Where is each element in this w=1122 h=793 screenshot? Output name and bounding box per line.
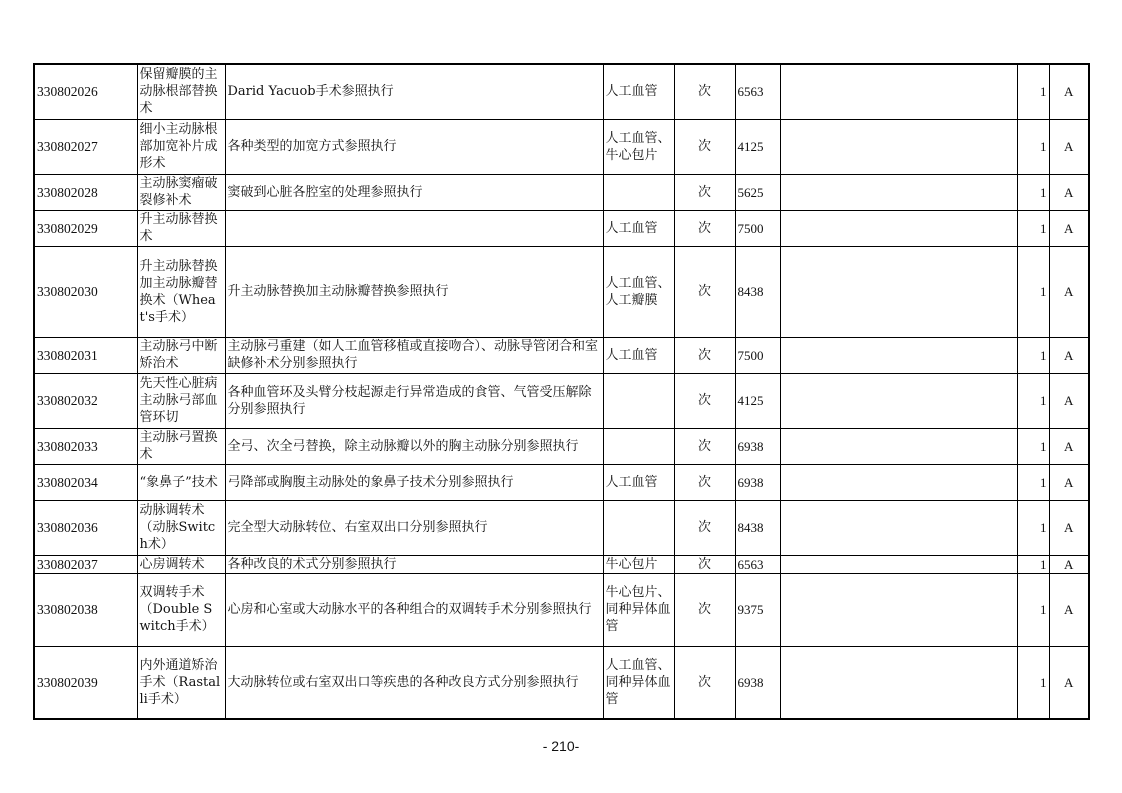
item-material	[603, 373, 674, 428]
table-row	[34, 64, 1089, 119]
table-row	[34, 555, 1089, 573]
item-description: 各种改良的术式分别参照执行	[225, 555, 603, 573]
item-price: 4125	[735, 119, 780, 174]
item-name: 心房调转术	[137, 555, 225, 573]
item-quantity: 1	[1017, 555, 1049, 573]
item-unit: 次	[674, 373, 735, 428]
item-price: 7500	[735, 337, 780, 373]
item-price: 9375	[735, 573, 780, 646]
table-row	[34, 174, 1089, 210]
item-description: 大动脉转位或右室双出口等疾患的各种改良方式分别参照执行	[225, 646, 603, 719]
item-description: 全弓、次全弓替换，除主动脉瓣以外的胸主动脉分别参照执行	[225, 428, 603, 464]
item-name: 主动脉弓置换术	[137, 428, 225, 464]
item-note	[780, 119, 1017, 174]
item-name: 升主动脉替换加主动脉瓣替换术（Wheat's手术）	[137, 246, 225, 337]
item-price: 4125	[735, 373, 780, 428]
item-quantity: 1	[1017, 64, 1049, 119]
table-row	[34, 464, 1089, 500]
item-price: 6563	[735, 64, 780, 119]
item-quantity: 1	[1017, 119, 1049, 174]
item-note	[780, 210, 1017, 246]
item-description: Darid Yacuob手术参照执行	[225, 64, 603, 119]
item-grade: A	[1049, 210, 1089, 246]
item-quantity: 1	[1017, 573, 1049, 646]
item-quantity: 1	[1017, 464, 1049, 500]
item-material: 人工血管、人工瓣膜	[603, 246, 674, 337]
item-material: 人工血管	[603, 64, 674, 119]
item-code: 330802033	[34, 428, 137, 464]
item-quantity: 1	[1017, 373, 1049, 428]
item-price: 6938	[735, 428, 780, 464]
item-unit: 次	[674, 555, 735, 573]
item-code: 330802028	[34, 174, 137, 210]
item-name: 细小主动脉根部加宽补片成形术	[137, 119, 225, 174]
item-grade: A	[1049, 555, 1089, 573]
item-unit: 次	[674, 646, 735, 719]
table-row	[34, 428, 1089, 464]
item-unit: 次	[674, 174, 735, 210]
item-quantity: 1	[1017, 646, 1049, 719]
item-unit: 次	[674, 210, 735, 246]
item-code: 330802038	[34, 573, 137, 646]
item-name: 升主动脉替换术	[137, 210, 225, 246]
item-price: 7500	[735, 210, 780, 246]
item-quantity: 1	[1017, 500, 1049, 555]
item-quantity: 1	[1017, 428, 1049, 464]
item-unit: 次	[674, 464, 735, 500]
item-price: 6938	[735, 646, 780, 719]
table-row	[34, 210, 1089, 246]
item-price: 6938	[735, 464, 780, 500]
page-number: - 210-	[542, 738, 580, 754]
item-note	[780, 555, 1017, 573]
item-note	[780, 174, 1017, 210]
item-note	[780, 646, 1017, 719]
item-name: 动脉调转术（动脉Switch术）	[137, 500, 225, 555]
item-grade: A	[1049, 174, 1089, 210]
item-material: 人工血管、牛心包片	[603, 119, 674, 174]
item-price: 5625	[735, 174, 780, 210]
item-code: 330802034	[34, 464, 137, 500]
item-description: 心房和心室或大动脉水平的各种组合的双调转手术分别参照执行	[225, 573, 603, 646]
item-note	[780, 246, 1017, 337]
item-quantity: 1	[1017, 174, 1049, 210]
item-code: 330802036	[34, 500, 137, 555]
item-price: 6563	[735, 555, 780, 573]
item-unit: 次	[674, 573, 735, 646]
item-code: 330802029	[34, 210, 137, 246]
item-name: 保留瓣膜的主动脉根部替换术	[137, 64, 225, 119]
item-grade: A	[1049, 64, 1089, 119]
item-description: 主动脉弓重建（如人工血管移植或直接吻合）、动脉导管闭合和室缺修补术分别参照执行	[225, 337, 603, 373]
item-name: 双调转手术（Double Switch手术）	[137, 573, 225, 646]
item-grade: A	[1049, 573, 1089, 646]
table-row	[34, 646, 1089, 719]
item-note	[780, 428, 1017, 464]
item-description: 各种血管环及头臂分枝起源走行异常造成的食管、气管受压解除分别参照执行	[225, 373, 603, 428]
item-name: “象鼻子”技术	[137, 464, 225, 500]
item-code: 330802037	[34, 555, 137, 573]
item-material	[603, 174, 674, 210]
item-grade: A	[1049, 428, 1089, 464]
item-name: 内外通道矫治手术（Rastalli手术）	[137, 646, 225, 719]
item-grade: A	[1049, 464, 1089, 500]
item-description: 各种类型的加宽方式参照执行	[225, 119, 603, 174]
item-unit: 次	[674, 337, 735, 373]
item-quantity: 1	[1017, 246, 1049, 337]
item-grade: A	[1049, 246, 1089, 337]
table-row	[34, 500, 1089, 555]
item-grade: A	[1049, 373, 1089, 428]
price-table	[33, 63, 1090, 720]
item-material: 人工血管	[603, 210, 674, 246]
item-note	[780, 500, 1017, 555]
item-note	[780, 464, 1017, 500]
table-row	[34, 119, 1089, 174]
table-row	[34, 337, 1089, 373]
item-material	[603, 428, 674, 464]
item-description: 完全型大动脉转位、右室双出口分别参照执行	[225, 500, 603, 555]
item-unit: 次	[674, 119, 735, 174]
item-material: 人工血管、同种异体血管	[603, 646, 674, 719]
table-row	[34, 573, 1089, 646]
item-code: 330802039	[34, 646, 137, 719]
item-price: 8438	[735, 500, 780, 555]
item-material: 人工血管	[603, 337, 674, 373]
item-description: 升主动脉替换加主动脉瓣替换参照执行	[225, 246, 603, 337]
item-code: 330802031	[34, 337, 137, 373]
item-unit: 次	[674, 500, 735, 555]
item-description	[225, 210, 603, 246]
item-code: 330802027	[34, 119, 137, 174]
item-name: 先天性心脏病主动脉弓部血管环切	[137, 373, 225, 428]
item-code: 330802032	[34, 373, 137, 428]
item-note	[780, 373, 1017, 428]
item-description: 窦破到心脏各腔室的处理参照执行	[225, 174, 603, 210]
item-note	[780, 573, 1017, 646]
item-material	[603, 500, 674, 555]
item-grade: A	[1049, 500, 1089, 555]
item-name: 主动脉窦瘤破裂修补术	[137, 174, 225, 210]
item-price: 8438	[735, 246, 780, 337]
item-description: 弓降部或胸腹主动脉处的象鼻子技术分别参照执行	[225, 464, 603, 500]
item-material: 人工血管	[603, 464, 674, 500]
item-note	[780, 337, 1017, 373]
table-row	[34, 373, 1089, 428]
item-unit: 次	[674, 428, 735, 464]
item-grade: A	[1049, 119, 1089, 174]
item-quantity: 1	[1017, 210, 1049, 246]
item-code: 330802030	[34, 246, 137, 337]
item-quantity: 1	[1017, 337, 1049, 373]
item-material: 牛心包片	[603, 555, 674, 573]
item-code: 330802026	[34, 64, 137, 119]
table-row	[34, 246, 1089, 337]
item-material: 牛心包片、同种异体血管	[603, 573, 674, 646]
item-unit: 次	[674, 246, 735, 337]
item-unit: 次	[674, 64, 735, 119]
item-grade: A	[1049, 337, 1089, 373]
item-name: 主动脉弓中断矫治术	[137, 337, 225, 373]
item-grade: A	[1049, 646, 1089, 719]
item-note	[780, 64, 1017, 119]
